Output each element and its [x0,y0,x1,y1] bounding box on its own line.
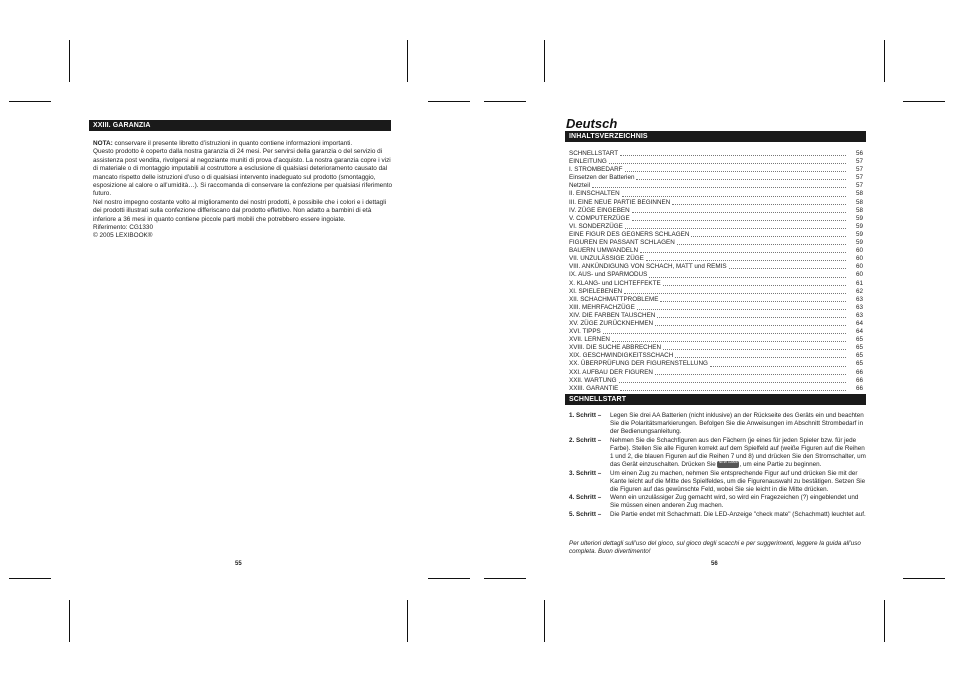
toc-leader-dots [657,316,846,318]
crop-mark [69,600,70,642]
toc-leader-dots [640,251,846,253]
toc-entry-label: VIII. ANKÜNDIGUNG VON SCHACH, MATT und REMIS [569,263,727,271]
toc-leader-dots [646,259,846,261]
toc-entry-page: 59 [855,222,863,230]
crop-mark [407,40,408,82]
toc-entry-label: XXI. AUFBAU DER FIGUREN [569,368,653,376]
toc-leader-dots [632,211,846,213]
toc-entry-label: SCHNELLSTART [569,150,619,157]
toc-entry-page: 65 [855,336,863,344]
toc-entry-label: XIII. MEHRFACHZÜGE [569,303,635,311]
toc-entry [569,223,863,231]
toc-entry-label: XVIII. DIE SUCHE ABBRECHEN [569,344,662,352]
toc-leader-dots [677,243,846,245]
toc-entry-page: 60 [855,247,863,255]
toc-leader-dots [625,170,846,172]
toc-leader-dots [619,381,846,383]
crop-mark [903,101,945,102]
step-3: 3. Schritt – Um einen Zug zu machen, nehmen Sie entsprechende Figur auf und drücken Sie mit der Kante leicht auf die Mitte des Spielfeldes, um die Figurenauswahl zu bestätigen. Setzen Sie die Figuren auf das gewünschte Feld, wobei Sie sie leicht in die Mitte drücken. [569,469,866,493]
crop-mark [428,101,470,102]
toc-entry-page: 58 [855,206,863,214]
crop-mark [484,578,526,579]
crop-mark [884,40,885,82]
toc-entry [569,328,863,336]
toc-entry-label: II. EINSCHALTEN [569,190,620,198]
toc-entry-label: X. KLANG- und LICHTEFFEKTE [569,279,661,287]
toc-entry-label: VI. SONDERZÜGE [569,222,623,230]
toc-leader-dots [632,219,846,221]
toc-entry [569,288,863,296]
toc-entry-label: XIV. DIE FARBEN TAUSCHEN [569,311,656,319]
toc-entry-label: XI. SPIELEBENEN [569,287,623,295]
toc-entry-label: Einsetzen der Batterien [569,174,635,182]
language-title: Deutsch [566,116,618,131]
nota-paragraph: NOTA: conservare il presente libretto d’istruzioni in quanto contiene informazioni importanti. [93,140,353,147]
toc-entry [569,207,863,215]
toc-entry [569,336,863,344]
toc-leader-dots [675,356,846,358]
crop-mark [9,101,51,102]
toc-entry-label: XX. ÜBERPRÜFUNG DER FIGURENSTELLUNG [569,360,708,368]
step-4: 4. Schritt – Wenn ein unzulässiger Zug gemacht wird, so wird ein Fragezeichen (?) eingeblendet und Sie müssen einen anderen Zug machen. [569,494,859,510]
toc-entry-page: 57 [855,166,863,174]
toc-entry-page: 65 [855,360,863,368]
toc-entry-label: Netzteil [569,182,590,190]
quickstart-steps [569,412,867,519]
toc-leader-dots [649,276,846,278]
toc-entry-label: VII. UNZULÄSSIGE ZÜGE [569,255,644,263]
toc-entry-page: 60 [855,263,863,271]
toc-leader-dots [620,389,846,391]
toc-entry [569,304,863,312]
step-1: 1. Schritt – Legen Sie drei AA Batterien (nicht inklusive) an der Rückseite des Geräts ein und beachten Sie die Polaritätsmarkierungen. Befolgen Sie die Anweisungen im Abschnitt Strombedarf in der Bedienungsanleitung. [569,412,864,436]
toc-entry [569,360,863,368]
toc-leader-dots [655,324,846,326]
warranty-text [93,140,393,241]
toc-entry-page: 59 [855,230,863,238]
page-number-left: 55 [235,561,242,567]
toc-entry [569,247,863,255]
toc-entry-page: 57 [855,158,863,166]
toc-leader-dots [592,186,846,188]
toc-entry-label: XII. SCHACHMATTPROBLEME [569,295,659,303]
nota-label: NOTA: [93,140,113,147]
crop-mark [484,101,526,102]
toc-leader-dots [729,267,846,269]
toc-entry-label: EINLEITUNG [569,158,607,166]
toc-entry-label: V. COMPUTERZÜGE [569,214,630,222]
toc-entry [569,158,863,166]
toc-entry-page: 58 [855,198,863,206]
toc-leader-dots [612,340,846,342]
toc-entry [569,215,863,223]
step-2: 2. Schritt – Nehmen Sie die Schachfiguren aus den Fächern (je eines für jeden Spieler bzw. für jede Farbe). Stellen Sie alle Figuren korrekt auf dem Spielfeld auf (weiße Figuren auf die Reihen 1 und 2, die blauen Figuren auf die Reihen 7 und 8) und drücken Sie den Stromschalter, um das Gerät einzuschalten. Drücken Sie NEW GAME, um eine Partie zu beginnen. [569,436,866,469]
toc-entry-page: 57 [855,174,863,182]
toc-leader-dots [710,365,846,367]
toc-entry [569,271,863,279]
toc-entry-page: 66 [855,368,863,376]
toc-entry-label: BAUERN UMWANDELN [569,247,639,255]
toc-entry-page: 64 [855,328,863,336]
toc-entry-page: 63 [855,311,863,319]
toc-entry-label: XIX. GESCHWINDIGKEITSSCHACH [569,352,674,360]
toc-entry-page: 60 [855,255,863,263]
quickstart-header: SCHNELLSTART [565,394,866,405]
toc-leader-dots [636,178,846,180]
toc-entry [569,239,863,247]
toc-entry-page: 65 [855,344,863,352]
toc-entry-label: XV. ZÜGE ZURÜCKNEHMEN [569,319,654,327]
toc-entry [569,174,863,182]
toc-entry-page: 59 [855,239,863,247]
closing-note: Per ulteriori dettagli sull’uso del gioco, sul gioco degli scacchi e per suggerimenti, leggere la guida all’uso completa. Buon divertimento! [569,540,861,556]
toc-entry [569,377,863,385]
toc-entry-page: 61 [855,279,863,287]
toc-entry-label: FIGUREN EN PASSANT SCHLAGEN [569,239,675,247]
toc-entry-label: IV. ZÜGE EINGEBEN [569,206,630,214]
toc-entry [569,296,863,304]
crop-mark [407,600,408,642]
toc-entry [569,190,863,198]
toc-entry [569,280,863,288]
crop-mark [9,578,51,579]
toc-entry [569,166,863,174]
section-header-garanzia: XXIII. GARANZIA [89,120,391,131]
crop-mark [428,578,470,579]
toc-entry-label: EINE FIGUR DES GEGNERS SCHLAGEN [569,230,690,238]
toc-entry-label: III. EINE NEUE PARTIE BEGINNEN [569,198,671,206]
toc-entry [569,263,863,271]
toc-entry-page: 63 [855,295,863,303]
crop-mark [544,40,545,82]
copyright: © 2005 LEXIBOOK® [93,232,153,240]
toc-entry-label: IX. AUS- und SPARMODUS [569,271,648,279]
page-number-right: 56 [711,561,718,567]
toc-entry [569,344,863,352]
step-5: 5. Schritt – Die Partie endet mit Schachmatt. Die LED-Anzeige "check mate" (Schachmatt) leuchtet auf. [569,510,866,518]
toc-entry [569,385,863,393]
toc-entry-page: 58 [855,190,863,198]
toc-leader-dots [622,195,846,197]
toc-leader-dots [655,373,846,375]
warranty-paragraph: Questo prodotto è coperto dalla nostra garanzia di 24 mesi. Per servirsi della garanzia o del servizio di assistenza post vendita, rivolgersi al negoziante muniti di prova d’acquisto. La nostra garanzia copre i vizi di materiale o di montaggio imputabili al costruttore a esclusione di qualsiasi deterioramento causato dal mancato rispetto delle istruzioni d’uso o di qualsiasi intervento inadeguato sul prodotto (smontaggio, esposizione al calore o all’umidità…). Si raccomanda di conservare la confezione per qualsiasi riferimento futuro. [93,148,393,198]
table-of-contents [569,150,863,393]
toc-entry [569,312,863,320]
toc-entry-label: XVI. TIPPS [569,328,601,336]
toc-entry [569,150,863,158]
toc-leader-dots [625,227,846,229]
crop-mark [544,600,545,642]
reference-number: Riferimento: CG1330 [93,224,154,232]
toc-entry-page: 63 [855,303,863,311]
toc-entry [569,199,863,207]
toc-entry [569,320,863,328]
toc-leader-dots [620,154,846,156]
toc-entry [569,369,863,377]
toc-entry-page: 66 [855,384,863,392]
product-note-paragraph: Nel nostro impegno costante volto al miglioramento dei nostri prodotti, è possibile che i colori e i dettagli dei prodotti illustrati sulla confezione differiscano dal prodotto effettivo. Non adatto a bambini di età inferiore a 36 mesi in quanto contiene piccole parti mobili che potrebbero essere ingoiate. [93,198,387,223]
crop-mark [69,40,70,82]
crop-mark [884,600,885,642]
toc-entry-page: 66 [855,376,863,384]
toc-leader-dots [660,300,846,302]
toc-leader-dots [663,284,846,286]
toc-leader-dots [603,332,846,334]
toc-leader-dots [691,235,846,237]
toc-leader-dots [672,203,846,205]
toc-entry-page: 57 [855,182,863,190]
toc-leader-dots [637,308,846,310]
toc-entry-page: 60 [855,271,863,279]
new-game-button-icon: NEW GAME [717,461,739,468]
toc-entry-page: 65 [855,352,863,360]
toc-entry-label: XXIII. GARANTIE [569,384,619,392]
toc-header: INHALTSVERZEICHNIS [565,131,866,142]
toc-entry-label: I. STROMBEDARF [569,166,623,174]
toc-entry-page: 64 [855,319,863,327]
toc-entry-page: 59 [855,214,863,222]
toc-entry [569,182,863,190]
toc-entry-page: 56 [855,150,863,157]
crop-mark [903,578,945,579]
toc-entry-page: 62 [855,287,863,295]
toc-entry [569,231,863,239]
toc-leader-dots [624,292,846,294]
toc-entry-label: XXII. WARTUNG [569,376,617,384]
toc-entry-label: XVII. LERNEN [569,336,610,344]
toc-leader-dots [609,162,846,164]
toc-leader-dots [663,348,846,350]
